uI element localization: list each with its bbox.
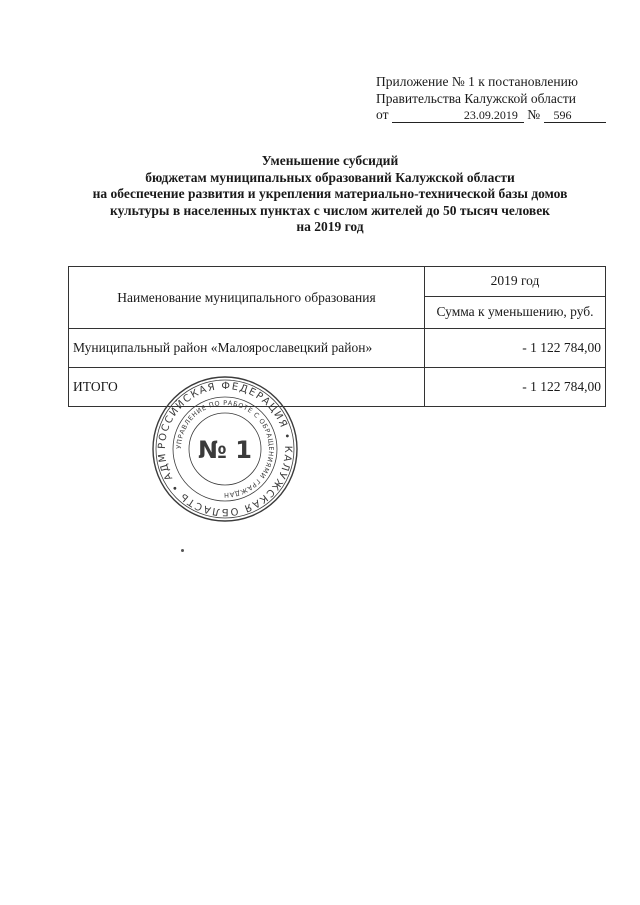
seal-stamp-icon [150,374,300,524]
column-header-sum: Сумма к уменьшению, руб. [425,296,606,328]
row-total-value: - 1 122 784,00 [425,368,606,407]
annex-header [376,74,616,124]
seal-outer-text: РОССИЙСКАЯ ФЕДЕРАЦИЯ • КАЛУЖСКАЯ ОБЛАСТЬ • АДМ [156,380,294,518]
table-header-row [69,267,606,297]
row-municipality-name: Муниципальный район «Малоярославецкий район» [69,329,425,368]
from-label: от [376,107,389,122]
title-line-3: на обеспечение развития и укрепления материально-технической базы домов [92,186,568,201]
seal-inner-text: УПРАВЛЕНИЕ ПО РАБОТЕ С ОБРАЩЕНИЯМИ ГРАЖДАН [174,398,276,500]
title-line-5: на 2019 год [296,219,364,234]
number-label: № [527,107,541,122]
row-municipality-value: - 1 122 784,00 [425,329,606,368]
annex-line-1: Приложение № 1 к постановлению [376,74,578,89]
annex-line-2: Правительства Калужской области [376,90,577,106]
seal-center-number: № 1 [198,436,252,464]
document-title [60,153,600,236]
table-row [69,329,606,368]
title-line-1: Уменьшение субсидий [261,153,399,168]
resolution-number: 596 [544,108,606,123]
title-line-2: бюджетам муниципальных образований Калужской области [145,169,515,185]
subsidy-table [68,266,606,407]
annex-line-3 [376,107,616,124]
resolution-date: 23.09.2019 [392,108,524,123]
row-total-label: ИТОГО [69,368,425,407]
column-header-name: Наименование муниципального образования [69,267,425,329]
title-line-4: культуры в населенных пунктах с числом жителей до 50 тысяч человек [110,202,550,218]
official-seal [150,374,300,524]
scan-speck [181,549,184,552]
column-header-year: 2019 год [425,267,606,297]
